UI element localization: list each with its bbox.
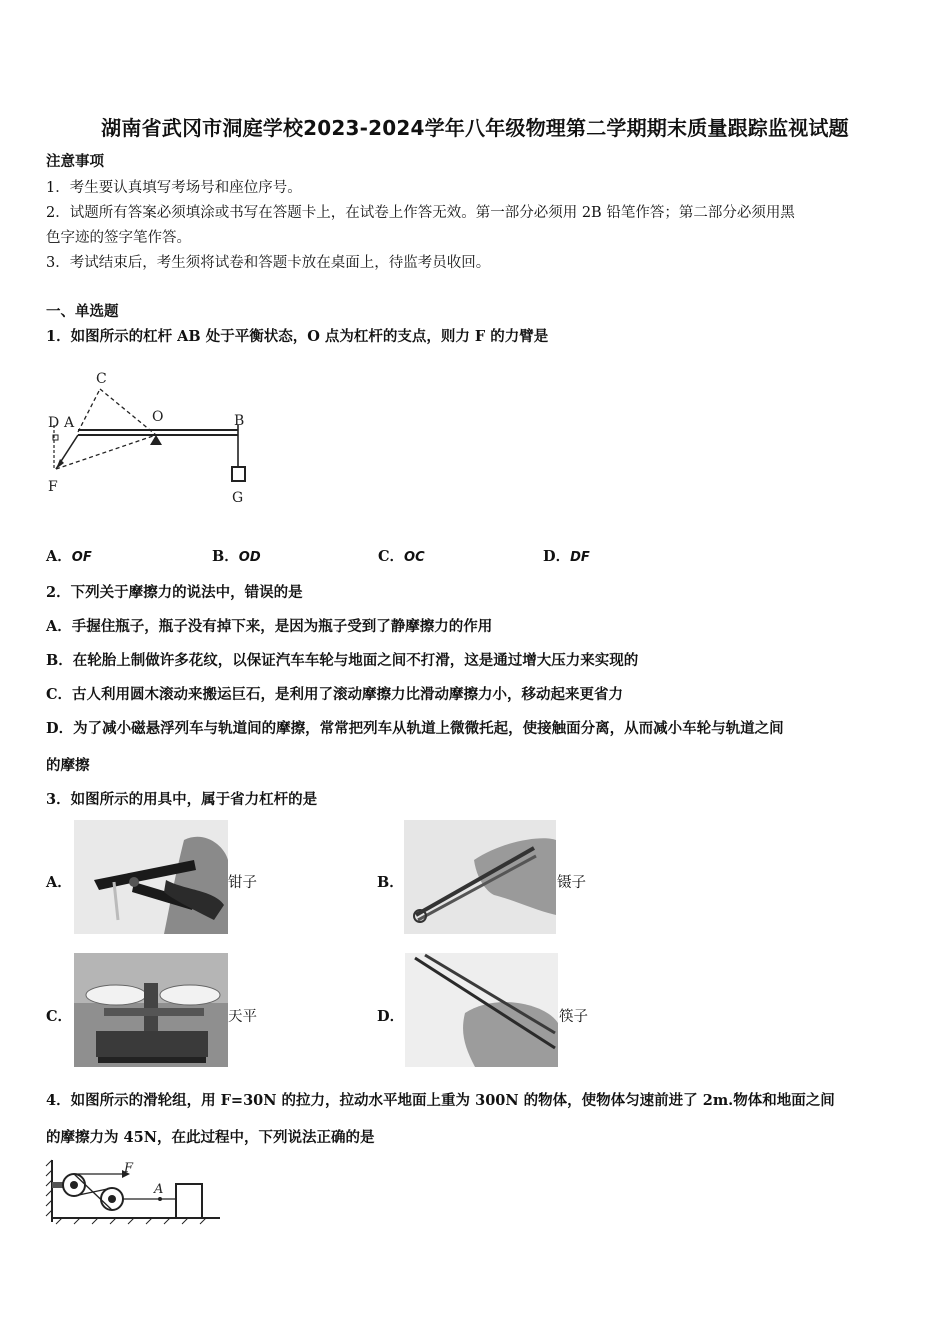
option-b: B．OD (212, 548, 261, 565)
pulley-diagram (44, 1158, 224, 1228)
page-title: 湖南省武冈市洞庭学校2023-2024学年八年级物理第二学期期末质量跟踪监视试题 (101, 116, 849, 140)
option-d-label: 筷子 (559, 1009, 588, 1025)
question-1-stem: 1．如图所示的杠杆 AB 处于平衡状态，O 点为杠杆的支点，则力 F 的力臂是 (46, 328, 549, 345)
question-4-stem-continued: 的摩擦力为 45N，在此过程中，下列说法正确的是 (46, 1129, 375, 1146)
option-b: B．在轮胎上制做许多花纹，以保证汽车车轮与地面之间不打滑，这是通过增大压力来实现的 (46, 652, 639, 669)
question-2-stem: 2．下列关于摩擦力的说法中，错误的是 (46, 584, 303, 601)
label-a: A (154, 1182, 164, 1197)
option-c: C．古人利用圆木滚动来搬运巨石，是利用了滚动摩擦力比滑动摩擦力小，移动起来更省力 (46, 686, 624, 703)
pliers-photo (74, 820, 228, 934)
notice-item: 3．考试结束后，考生须将试卷和答题卡放在桌面上，待监考员收回。 (46, 255, 491, 271)
option-d: D．为了减小磁悬浮列车与轨道间的摩擦，常常把列车从轨道上微微托起，使接触面分离，从而减小车轮与轨道之间 (46, 720, 784, 737)
option-b-label: 镊子 (557, 875, 586, 891)
label-g: G (232, 490, 244, 506)
label-c: C (96, 371, 107, 387)
notice-item: 色字迹的签字笔作答。 (46, 230, 191, 246)
label-a: A (64, 415, 75, 431)
section-heading: 一、单选题 (46, 303, 119, 320)
option-c-letter: C． (46, 1008, 73, 1025)
balance-photo (74, 953, 228, 1067)
label-f: F (48, 479, 58, 495)
notice-item: 2．试题所有答案必须填涂或书写在答题卡上，在试卷上作答无效。第一部分必须用 2B 铅笔作答；第二部分必须用黑 (46, 205, 795, 221)
option-d: D．DF (543, 548, 590, 565)
label-d: D (48, 415, 60, 431)
label-o: O (152, 409, 164, 425)
lever-diagram (40, 365, 270, 515)
option-a: A．手握住瓶子，瓶子没有掉下来，是因为瓶子受到了静摩擦力的作用 (46, 618, 493, 635)
chopsticks-photo (405, 953, 558, 1067)
option-a-letter: A． (46, 874, 72, 891)
question-3-stem: 3．如图所示的用具中，属于省力杠杆的是 (46, 791, 318, 808)
notice-heading: 注意事项 (46, 153, 104, 170)
option-a: A．OF (46, 548, 92, 565)
option-a-label: 钳子 (228, 875, 257, 891)
option-b-letter: B． (377, 874, 404, 891)
label-b: B (234, 413, 245, 429)
question-4-stem: 4．如图所示的滑轮组，用 F=30N 的拉力，拉动水平地面上重为 300N 的物体，使物体匀速前进了 2m.物体和地面之间 (46, 1092, 835, 1109)
option-c: C．OC (378, 548, 425, 565)
option-c-label: 天平 (228, 1009, 257, 1025)
notice-item: 1．考生要认真填写考场号和座位序号。 (46, 180, 302, 196)
option-d-letter: D． (377, 1008, 405, 1025)
option-d-continued: 的摩擦 (46, 757, 90, 774)
label-f: F (124, 1161, 134, 1176)
tweezers-photo (404, 820, 556, 934)
